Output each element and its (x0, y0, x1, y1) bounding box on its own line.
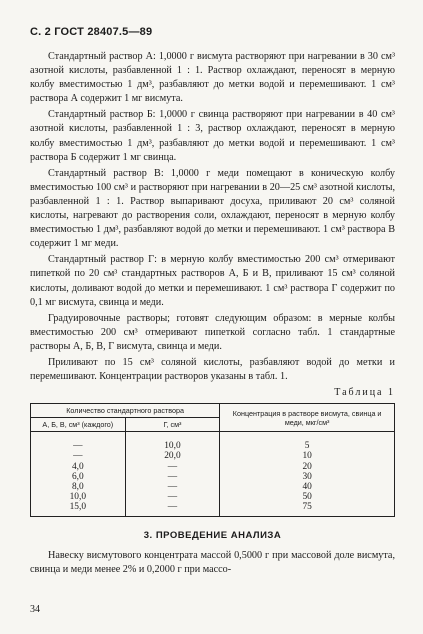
table-row (31, 472, 395, 482)
table-cell: 15,0 (31, 502, 126, 516)
table-cell: 10,0 (31, 492, 126, 502)
concentration-table (30, 403, 395, 516)
document-body (30, 50, 395, 579)
paragraph-solution-a: Стандартный раствор А: 1,0000 г висмута растворяют при нагревании в 30 см³ азотной кислоты, разбавленной 1 : 1. Раствор охлаждают, переносят в мерную колбу вместимостью 1 дм³, разбавляют до метки водой и перемешивают. 1 см³ раствора А содержит 1 мг висмута. (30, 51, 395, 105)
table-cell: — (125, 492, 220, 502)
table-row (31, 492, 395, 502)
paragraph-calibration: Градуировочные растворы; готовят следующим образом: в мерные колбы вместимостью 200 см³ отмеривают пипеткой согласно табл. 1 стандартные растворы А, Б, В, Г висмута, свинца и меди. (30, 312, 395, 352)
table-caption: Таблица 1 (334, 387, 395, 399)
table-cell: — (125, 472, 220, 482)
table-cell: 6,0 (31, 472, 126, 482)
table-cell: 10 (220, 451, 395, 461)
paragraph-solution-g: Стандартный раствор Г: в мерную колбу вместимостью 200 см³ отмеривают пипеткой по 20 см³ стандартных растворов А, Б и В, приливают 15 см³ соляной кислоты, доливают водой до метки и перемешивают. 1 см³ раствора Г содержит по 0,1 мг висмута, свинца и меди. (30, 254, 395, 308)
table-row (31, 451, 395, 461)
table-cell: 20,0 (125, 451, 220, 461)
page-number: 34 (30, 604, 40, 615)
table-row (31, 502, 395, 516)
table-cell: 5 (220, 432, 395, 452)
table-cell: 8,0 (31, 482, 126, 492)
table-cell: — (125, 482, 220, 492)
table-cell: — (31, 432, 126, 452)
table-header-abv: А, Б, В, см³ (каждого) (31, 418, 126, 432)
table-group-header: Количество стандартного раствора (31, 404, 220, 418)
table-cell: 30 (220, 472, 395, 482)
paragraph-solution-b: Стандартный раствор Б: 1,0000 г свинца растворяют при нагревании в 40 см³ азотной кислоты, разбавленной 1 : 3, раствор охлаждают, переносят в мерную колбу вместимостью 1 дм³, разбавляют до метки водой и перемешивают. 1 см³ раствора Б содержит 1 мг свинца. (30, 109, 395, 163)
paragraph-analysis: Навеску висмутового концентрата массой 0,5000 г при массовой доле висмута, свинца и меди менее 2% и 0,2000 г при массо- (30, 549, 395, 575)
page-header: С. 2 ГОСТ 28407.5—89 (30, 26, 153, 38)
table-header-concentration: Концентрация в растворе висмута, свинца и меди, мкг/см³ (220, 404, 395, 432)
table-row (31, 482, 395, 492)
paragraph-acid-addition: Приливают по 15 см³ соляной кислоты, разбавляют водой до метки и перемешивают. Концентрации растворов указаны в табл. 1. (30, 356, 395, 383)
table-row (31, 462, 395, 472)
table-cell: 75 (220, 502, 395, 516)
table-cell: 10,0 (125, 432, 220, 452)
table-cell: — (125, 502, 220, 516)
table-cell: 4,0 (31, 462, 126, 472)
paragraph-solution-v: Стандартный раствор В: 1,0000 г меди помещают в коническую колбу вместимостью 100 см³ и растворяют при нагревании в 20—25 см³ азотной кислоты, разбавленной 1 : 1. Раствор выпаривают досуха, приливают 20 см³ соляной кислоты, нагревают до растворения соли, охлаждают, переносят в мерную колбу вместимостью 1 дм³, разбавляют водой до метки и перемешивают. 1 см³ раствора В содержит 1 мг меди. (30, 167, 395, 250)
table-cell: — (31, 451, 126, 461)
table-cell: — (125, 462, 220, 472)
table-row (31, 432, 395, 452)
table-cell: 20 (220, 462, 395, 472)
table-cell: 50 (220, 492, 395, 502)
section-title: 3. ПРОВЕДЕНИЕ АНАЛИЗА (143, 529, 282, 541)
table-cell: 40 (220, 482, 395, 492)
table-header-g: Г, см³ (125, 418, 220, 432)
